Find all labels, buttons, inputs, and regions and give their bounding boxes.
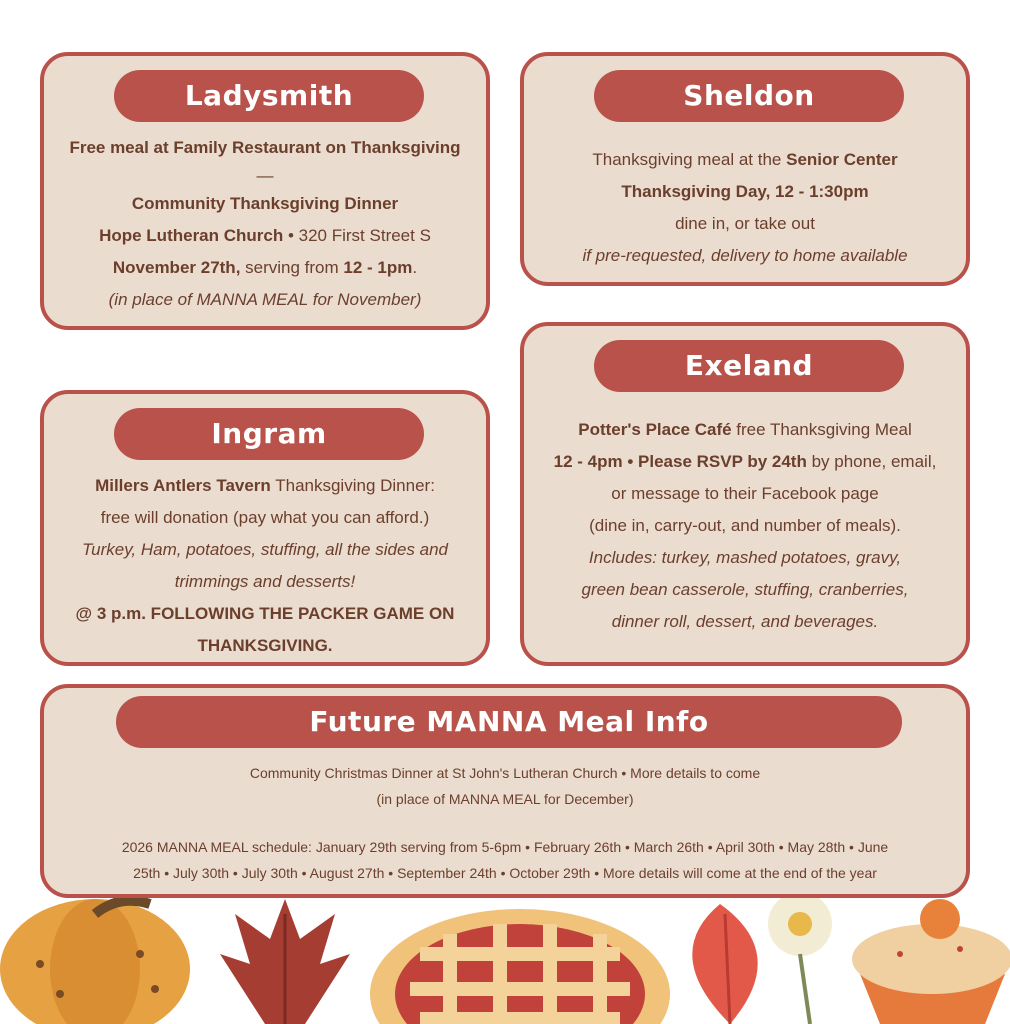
ladysmith-line1: Free meal at Family Restaurant on Thanksgiving xyxy=(69,138,461,157)
ladysmith-line5: (in place of MANNA MEAL for November) xyxy=(108,290,422,309)
sheldon-card xyxy=(520,52,970,286)
cupcake-icon xyxy=(852,899,1010,1024)
pumpkin-icon xyxy=(0,899,190,1024)
exeland-line2-bold: 12 - 4pm • Please RSVP by 24th xyxy=(553,452,807,471)
exeland-line5: Includes: turkey, mashed potatoes, gravy, xyxy=(588,548,902,567)
maple-leaf-icon xyxy=(220,899,350,1024)
ladysmith-line4-mid: serving from xyxy=(240,258,344,277)
future-spacer xyxy=(44,812,966,834)
future-line2: (in place of MANNA MEAL for December) xyxy=(376,791,634,807)
ingram-line2: free will donation (pay what you can afford.) xyxy=(100,508,430,527)
future-card xyxy=(40,684,970,898)
sheldon-line1-pre: Thanksgiving meal at the xyxy=(592,150,787,169)
future-line3: 2026 MANNA MEAL schedule: January 29th serving from 5-6pm • February 26th • March 26th • April 30th • May 28th • June xyxy=(121,839,889,855)
ladysmith-line2: Community Thanksgiving Dinner xyxy=(131,194,399,213)
future-line1: Community Christmas Dinner at St John's Lutheran Church • More details to come xyxy=(249,765,761,781)
exeland-line3: or message to their Facebook page xyxy=(611,484,879,503)
future-title: Future MANNA Meal Info xyxy=(116,696,902,748)
exeland-line6: green bean casserole, stuffing, cranberries, xyxy=(581,580,909,599)
ladysmith-title: Ladysmith xyxy=(114,70,424,122)
exeland-line2-rest: by phone, email, xyxy=(806,452,937,471)
exeland-line1-rest: free Thanksgiving Meal xyxy=(731,420,912,439)
ladysmith-card xyxy=(40,52,490,330)
ingram-line3: Turkey, Ham, potatoes, stuffing, all the sides and xyxy=(82,540,448,559)
exeland-line1-bold: Potter's Place Café xyxy=(578,420,732,439)
future-line4: 25th • July 30th • July 30th • August 27th • September 24th • October 29th • More details will come at the end of the year xyxy=(133,865,877,881)
ingram-title: Ingram xyxy=(114,408,424,460)
sheldon-line2: Thanksgiving Day, 12 - 1:30pm xyxy=(621,182,869,201)
sheldon-line1-bold: Senior Center xyxy=(786,150,898,169)
ingram-line1-rest: Thanksgiving Dinner: xyxy=(270,476,435,495)
ingram-card xyxy=(40,390,490,666)
ladysmith-line3-bold: Hope Lutheran Church xyxy=(99,226,284,245)
exeland-line4: (dine in, carry-out, and number of meals). xyxy=(589,516,901,535)
sheldon-line4: if pre-requested, delivery to home available xyxy=(582,246,908,265)
pie-icon xyxy=(370,909,670,1024)
exeland-line7: dinner roll, dessert, and beverages. xyxy=(611,612,879,631)
ladysmith-divider: — xyxy=(256,166,274,185)
ladysmith-line3-rest: • 320 First Street S xyxy=(283,226,431,245)
ingram-line6: THANKSGIVING. xyxy=(197,636,333,655)
leaf-icon xyxy=(692,904,757,1024)
ingram-line5: @ 3 p.m. FOLLOWING THE PACKER GAME ON xyxy=(75,604,455,623)
ingram-line1-bold: Millers Antlers Tavern xyxy=(95,476,271,495)
flower-icon xyxy=(768,894,832,1024)
autumn-decoration xyxy=(0,894,1010,1024)
ladysmith-line4-end: . xyxy=(412,258,418,277)
sheldon-title: Sheldon xyxy=(594,70,904,122)
exeland-card xyxy=(520,322,970,666)
ingram-line4: trimmings and desserts! xyxy=(174,572,356,591)
sheldon-line3: dine in, or take out xyxy=(675,214,815,233)
ladysmith-line4-bold: November 27th, xyxy=(112,258,241,277)
exeland-title: Exeland xyxy=(594,340,904,392)
ladysmith-line4-time: 12 - 1pm xyxy=(343,258,413,277)
